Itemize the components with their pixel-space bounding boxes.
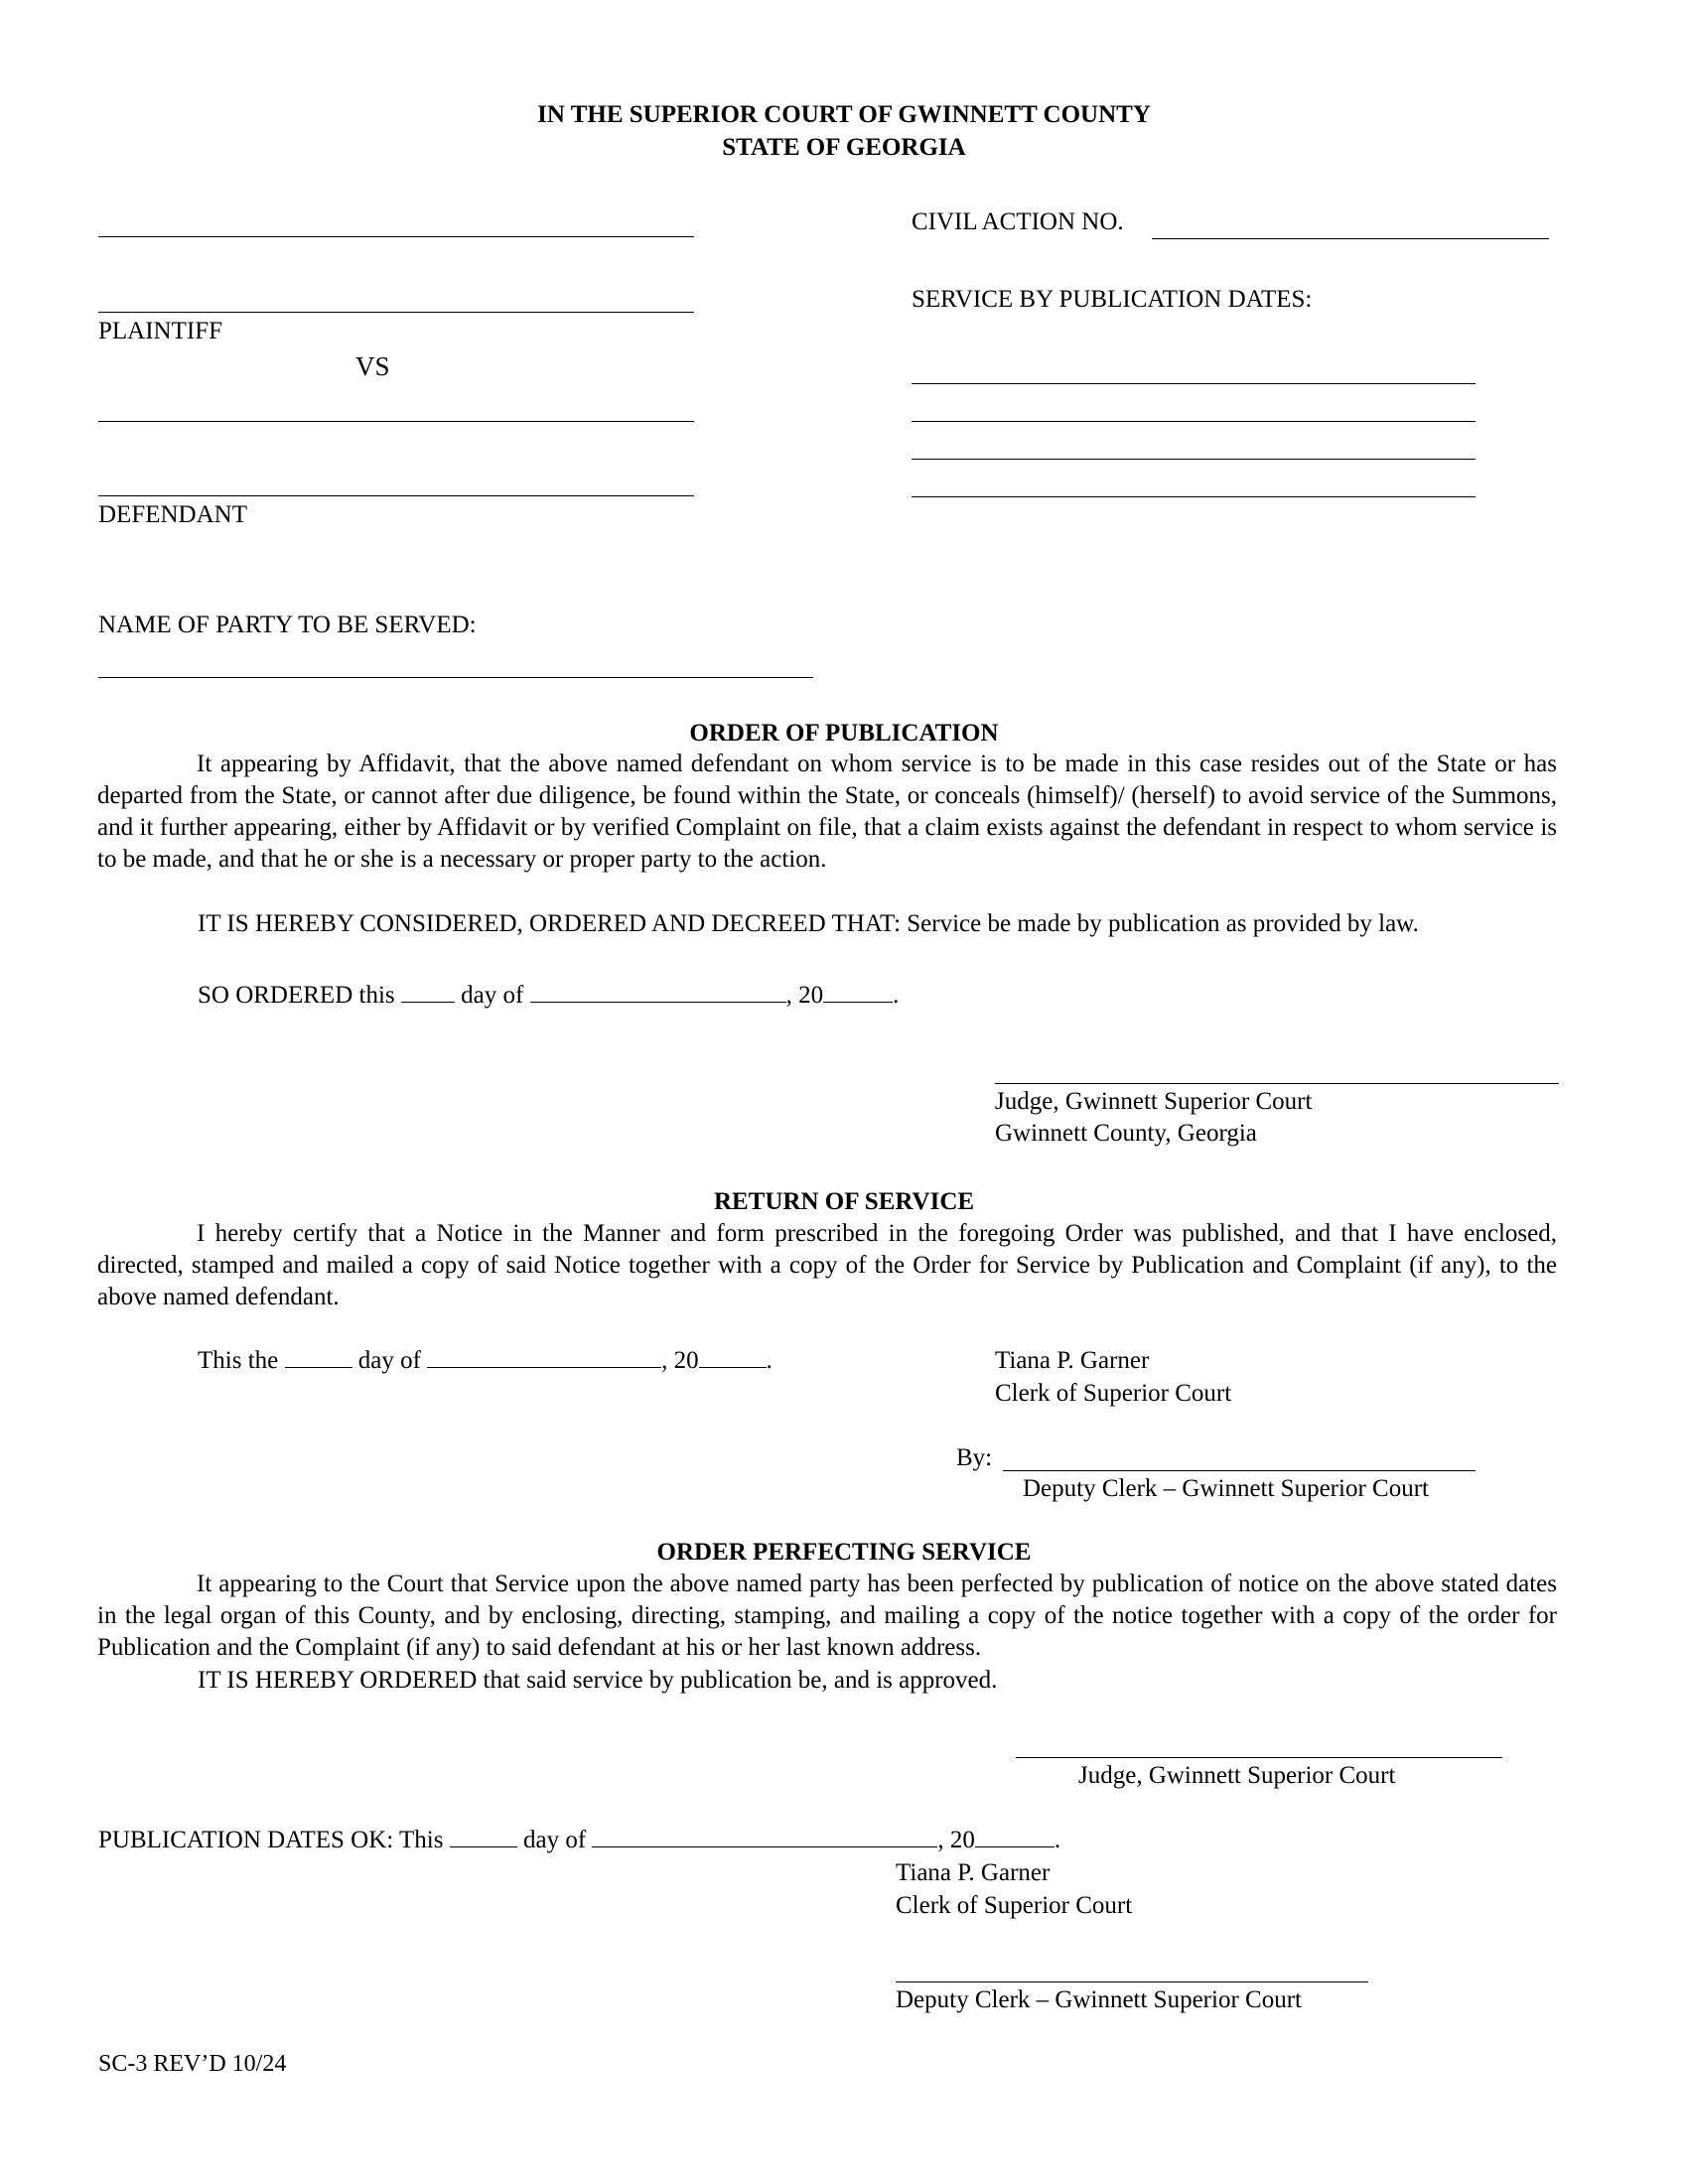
deputy-label-1: Deputy Clerk – Gwinnett Superior Court: [1023, 1475, 1429, 1502]
defendant-label: DEFENDANT: [98, 501, 247, 528]
return-of-service-title: RETURN OF SERVICE: [713, 1188, 975, 1215]
so-ordered-month-field[interactable]: [530, 982, 786, 1003]
return-of-service-text: I hereby certify that a Notice in the Manner and form prescribed in the foregoing Order was published, and that I have enclosed, directed, stamped and mailed a copy of said Notice together with a copy of the Order for Service by Publication and Complaint (if any), to the above named defendant.: [97, 1220, 1557, 1310]
order-perfecting-approval: IT IS HEREBY ORDERED that said service by publication be, and is approved.: [198, 1667, 998, 1694]
so-ordered-prefix: SO ORDERED this: [198, 982, 395, 1009]
vs-label: VS: [355, 351, 390, 381]
return-period: .: [766, 1347, 773, 1374]
form-number: SC-3 REV’D 10/24: [98, 2051, 287, 2077]
service-dates-label: SERVICE BY PUBLICATION DATES:: [912, 286, 1313, 313]
so-ordered-line: [198, 980, 899, 1011]
pub-year-prefix: , 20: [937, 1827, 975, 1853]
defendant-line-1[interactable]: [98, 421, 694, 422]
pub-dates-line: [98, 1825, 1060, 1855]
service-date-line-4[interactable]: [912, 496, 1476, 497]
deputy-label-2: Deputy Clerk – Gwinnett Superior Court: [896, 1986, 1302, 2013]
return-date-line: [198, 1345, 773, 1376]
judge-title-2: Judge, Gwinnett Superior Court: [1078, 1762, 1396, 1789]
deputy-signature-line-1[interactable]: [1003, 1470, 1476, 1471]
judge-title-1: Judge, Gwinnett Superior Court: [995, 1088, 1313, 1115]
perfecting-clerk-title: Clerk of Superior Court: [896, 1892, 1133, 1919]
civil-action-label: CIVIL ACTION NO.: [912, 208, 1124, 235]
so-ordered-year-field[interactable]: [823, 982, 893, 1003]
judge-signature-line-1[interactable]: [995, 1083, 1559, 1084]
order-perfecting-title: ORDER PERFECTING SERVICE: [656, 1539, 1032, 1566]
return-of-service-body: [97, 1218, 1557, 1313]
pub-year-field[interactable]: [975, 1827, 1055, 1847]
service-date-line-1[interactable]: [912, 383, 1476, 384]
order-of-publication-body: [97, 749, 1557, 876]
return-day-of: day of: [357, 1347, 421, 1374]
return-month-field[interactable]: [427, 1347, 661, 1368]
pub-day-field[interactable]: [450, 1827, 517, 1847]
state-heading: STATE OF GEORGIA: [722, 134, 966, 161]
so-ordered-day-field[interactable]: [401, 982, 455, 1003]
order-of-publication-text: It appearing by Affidavit, that the above named defendant on whom service is to be made in this case resides out of the State or has departed from the State, or cannot after due diligence, be found within the State, or conceals (himself)/ (herself) to avoid service of the Summons, and it further appearing, either by Affidavit or by verified Complaint on file, that a claim exists against the defendant in respect to whom service is to be made, and that he or she is a necessary or proper party to the action.: [97, 751, 1557, 873]
plaintiff-line-1[interactable]: [98, 236, 694, 237]
order-of-publication-title: ORDER OF PUBLICATION: [689, 720, 999, 747]
so-ordered-day-of: day of: [461, 982, 524, 1009]
judge-signature-line-2[interactable]: [1016, 1757, 1502, 1758]
decree-text: IT IS HEREBY CONSIDERED, ORDERED AND DECREED THAT: Service be made by publication as provided by law.: [198, 910, 1419, 937]
court-name-heading: IN THE SUPERIOR COURT OF GWINNETT COUNTY: [537, 101, 1151, 128]
order-perfecting-text: It appearing to the Court that Service upon the above named party has been perfected by publication of notice on the above stated dates in the legal organ of this County, and by enclosing, directing, stamping, and mailing a copy of the notice together with a copy of the order for Publication and the Complaint (if any) to said defendant at his or her last known address.: [97, 1570, 1557, 1661]
order-perfecting-body: [97, 1569, 1557, 1664]
defendant-line-2[interactable]: [98, 495, 694, 496]
judge-county: Gwinnett County, Georgia: [995, 1120, 1257, 1147]
pub-dates-prefix: PUBLICATION DATES OK: This: [98, 1827, 444, 1853]
perfecting-clerk-name: Tiana P. Garner: [896, 1859, 1051, 1886]
civil-action-number-field[interactable]: [1152, 238, 1549, 239]
service-date-line-2[interactable]: [912, 421, 1476, 422]
plaintiff-line-2[interactable]: [98, 312, 694, 313]
return-year-prefix: , 20: [661, 1347, 699, 1374]
return-year-field[interactable]: [699, 1347, 767, 1368]
pub-month-field[interactable]: [592, 1827, 937, 1847]
so-ordered-year-prefix: , 20: [785, 982, 824, 1009]
party-served-field[interactable]: [98, 677, 813, 678]
plaintiff-label: PLAINTIFF: [98, 318, 223, 344]
return-this-the: This the: [198, 1347, 279, 1374]
deputy-signature-line-2[interactable]: [896, 1981, 1368, 1982]
service-date-line-3[interactable]: [912, 459, 1476, 460]
return-day-field[interactable]: [285, 1347, 352, 1368]
pub-period: .: [1054, 1827, 1061, 1853]
return-clerk-title: Clerk of Superior Court: [995, 1380, 1232, 1407]
so-ordered-period: .: [893, 982, 900, 1009]
return-clerk-name: Tiana P. Garner: [995, 1347, 1150, 1374]
by-label: By:: [956, 1444, 993, 1471]
pub-day-of: day of: [522, 1827, 587, 1853]
party-served-label: NAME OF PARTY TO BE SERVED:: [98, 612, 477, 638]
